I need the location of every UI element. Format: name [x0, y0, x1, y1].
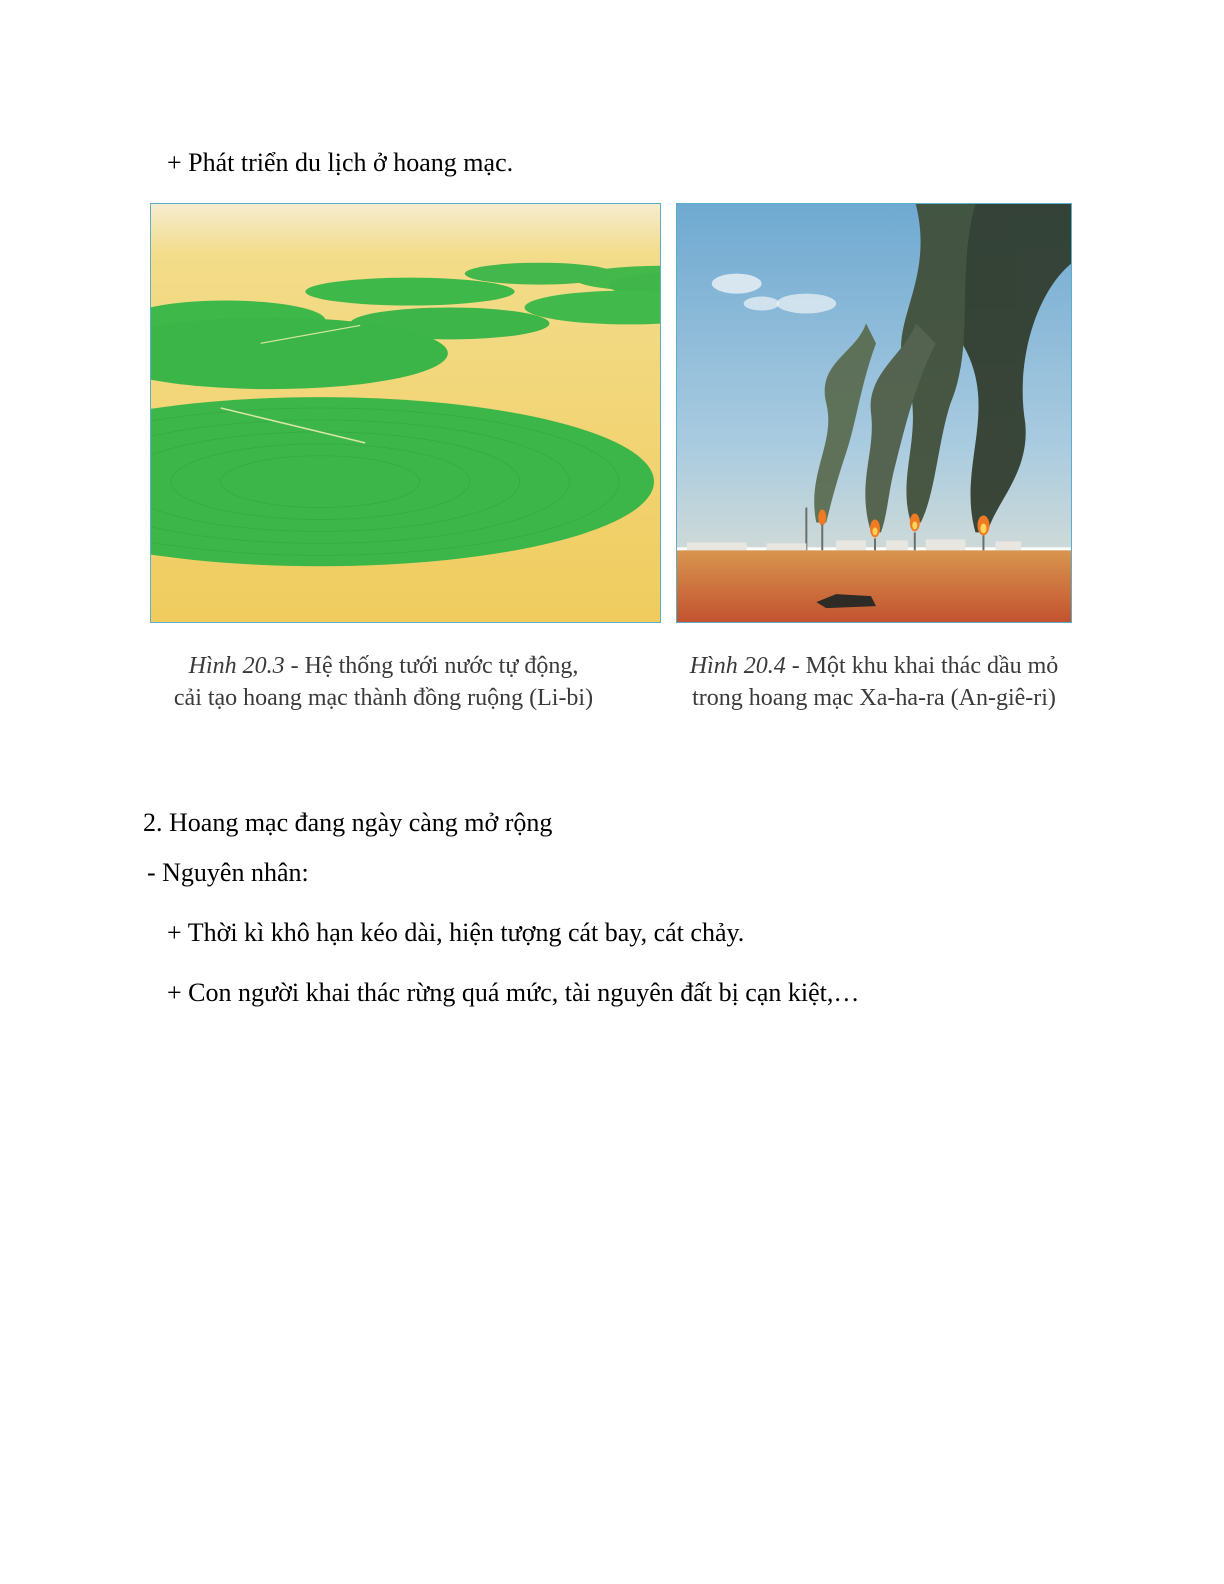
caption-line: trong hoang mạc Xa-ha-ra (An-giê-ri) — [692, 685, 1056, 711]
caption-line: cải tạo hoang mạc thành đồng ruộng (Li-bi) — [173, 685, 594, 711]
causes-label: - Nguyên nhân: — [147, 858, 309, 887]
cause-item-2: + Con người khai thác rừng quá mức, tài nguyên đất bị cạn kiệt,… — [167, 978, 860, 1007]
irrigation-fields-image — [151, 204, 660, 622]
figure-caption-irrigation — [150, 650, 617, 714]
cause-item-1: + Thời kì khô hạn kéo dài, hiện tượng cát bay, cát chảy. — [167, 918, 745, 947]
figure-label: Hình 20.3 — [188, 653, 285, 679]
oil-field-image — [677, 204, 1071, 622]
figure-oil-field — [676, 203, 1072, 623]
section-heading: 2. Hoang mạc đang ngày càng mở rộng — [143, 808, 553, 837]
caption-line: - Một khu khai thác dầu mỏ — [785, 653, 1059, 679]
tourism-line: + Phát triển du lịch ở hoang mạc. — [167, 148, 514, 177]
figure-caption-oil-field — [676, 650, 1072, 714]
figure-label: Hình 20.4 — [689, 653, 786, 679]
figure-irrigation-fields — [150, 203, 661, 623]
caption-line: - Hệ thống tưới nước tự động, — [284, 653, 579, 679]
